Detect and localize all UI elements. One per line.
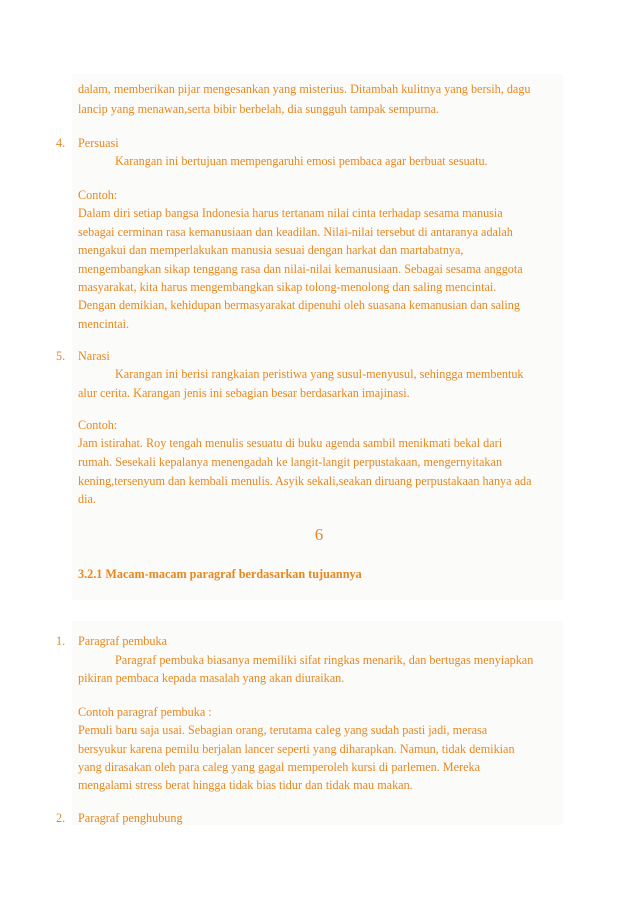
example-line: mencintai. bbox=[78, 317, 130, 331]
example-line: sebagai cerminan rasa kemanusiaan dan keadilan. Nilai-nilai tersebut di antaranya adalah bbox=[78, 225, 513, 239]
example-line: rumah. Sesekali kepalanya menengadah ke langit-langit perpustakaan, mengernyitakan bbox=[78, 455, 503, 469]
section-heading-narasi: Narasi bbox=[78, 349, 110, 363]
example-line: masyarakat, kita harus mengembangkan sikap tolong-menolong dan saling mencintai. bbox=[78, 280, 497, 294]
section-heading-persuasi: Persuasi bbox=[78, 136, 119, 150]
list-number: 5. bbox=[56, 349, 66, 363]
example-line: bersyukur karena pemilu berjalan lancer seperti yang diharapkan. Namun, tidak demikian bbox=[78, 742, 515, 756]
intro-line: lancip yang menawan,serta bibir berbelah, dia sungguh tampak sempurna. bbox=[78, 102, 440, 116]
list-number: 2. bbox=[56, 811, 66, 825]
example-line: mengakui dan memperlakukan manusia sesuai dengan harkat dan martabatnya, bbox=[78, 243, 464, 257]
example-line: kening,tersenyum dan kembali menulis. Asyik sekali,seakan diruang perpustakaan hanya ada bbox=[78, 474, 532, 488]
section-heading-pembuka: Paragraf pembuka bbox=[78, 634, 167, 648]
intro-line: dalam, memberikan pijar mengesankan yang misterius. Ditambah kulitnya yang bersih, dagu bbox=[78, 82, 531, 96]
example-line: yang dirasakan oleh para caleg yang gagal memperoleh kursi di parlemen. Mereka bbox=[78, 760, 481, 774]
example-line: mengembangkan sikap tenggang rasa dan nilai-nilai kemanusiaan. Sebagai sesama anggota bbox=[78, 262, 523, 276]
section-description: alur cerita. Karangan jenis ini sebagian besar berdasarkan imajinasi. bbox=[78, 386, 410, 400]
list-number: 4. bbox=[56, 136, 66, 150]
example-label: Contoh: bbox=[78, 188, 118, 202]
section-subheading: 3.2.1 Macam-macam paragraf berdasarkan tujuannya bbox=[78, 567, 362, 581]
section-description: Karangan ini berisi rangkaian peristiwa yang susul-menyusul, sehingga membentuk bbox=[115, 367, 524, 381]
example-line: Pemuli baru saja usai. Sebagian orang, terutama caleg yang sudah pasti jadi, merasa bbox=[78, 723, 488, 737]
page-number: 6 bbox=[314, 525, 324, 544]
example-line: mengalami stress berat hingga tidak bias tidur dan tidak mau makan. bbox=[78, 778, 413, 792]
example-label: Contoh: bbox=[78, 418, 118, 432]
example-line: Dalam diri setiap bangsa Indonesia harus tertanam nilai cinta terhadap sesama manusia bbox=[78, 206, 503, 220]
section-description: Paragraf pembuka biasanya memiliki sifat ringkas menarik, dan bertugas menyiapkan bbox=[115, 653, 534, 667]
example-line: Dengan demikian, kehidupan bermasyarakat dipenuhi oleh suasana kemanusian dan saling bbox=[78, 298, 520, 312]
section-description: Karangan ini bertujuan mempengaruhi emosi pembaca agar berbuat sesuatu. bbox=[115, 154, 488, 168]
example-line: Jam istirahat. Roy tengah menulis sesuatu di buku agenda sambil menikmati bekal dari bbox=[78, 436, 503, 450]
section-heading-penghubung: Paragraf penghubung bbox=[78, 811, 183, 825]
example-line: dia. bbox=[78, 492, 96, 506]
list-number: 1. bbox=[56, 634, 66, 648]
section-description: pikiran pembaca kepada masalah yang akan diuraikan. bbox=[78, 671, 345, 685]
example-label: Contoh paragraf pembuka : bbox=[78, 705, 212, 719]
